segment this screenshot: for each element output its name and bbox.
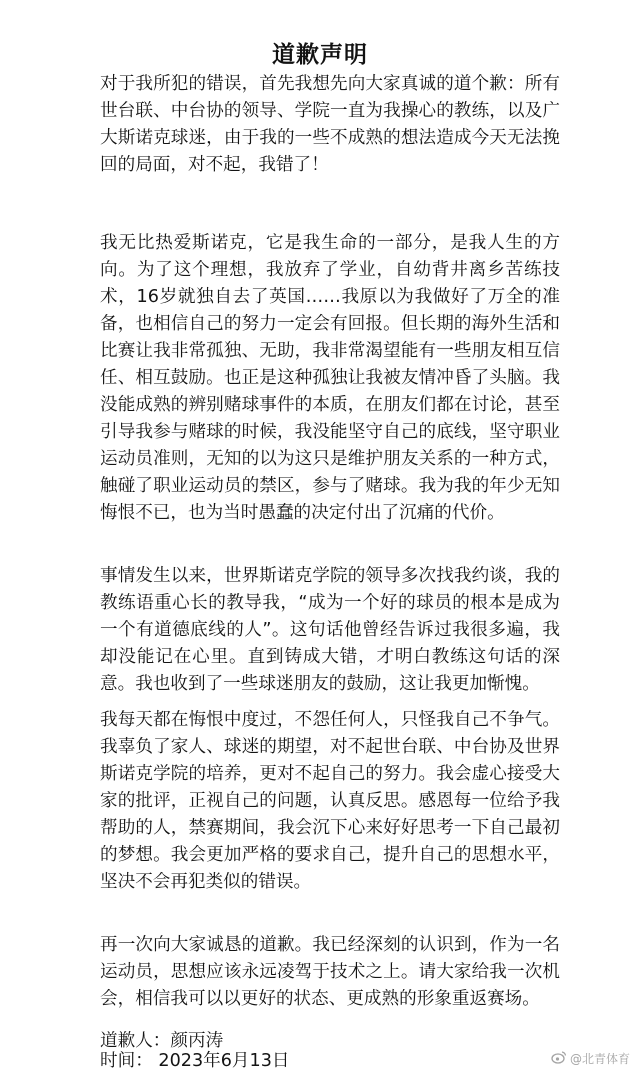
paragraph-closing: 再一次向大家诚恳的道歉。我已经深刻的认识到，作为一名运动员，思想应该永远凌驾于技术之上。请大家给我一次机会，相信我可以以更好的状态、更成熟的形象重返赛场。 [100, 935, 560, 1009]
weibo-icon [551, 1050, 570, 1067]
signature-name: 道歉人：颜丙涛 [100, 1031, 224, 1051]
paragraph-apology-intro: 对于我所犯的错误，首先我想先向大家真诚的道个歉：所有世台联、中台协的领导、学院一直为我操心的教练，以及广大斯诺克球迷，由于我的一些不成熟的想法造成今天无法挽回的局面，对不起，我错了！ [100, 74, 560, 175]
paragraph-reflection: 我每天都在悔恨中度过，不怨任何人，只怪我自己不争气。我辜负了家人、球迷的期望，对不起世台联、中台协及世界斯诺克学院的培养，更对不起自己的努力。我会虚心接受大家的批评，正视自己的问题，认真反思。感恩每一位给予我帮助的人，禁赛期间，我会沉下心来好好思考一下自己最初的梦想。我会更加严格的要求自己，提升自己的思想水平，坚决不会再犯类似的错误。 [100, 710, 560, 892]
paragraph-aftermath: 事情发生以来，世界斯诺克学院的领导多次找我约谈，我的教练语重心长的教导我，“成为一个好的球员的根本是成为一个有道德底线的人”。这句话他曾经告诉过我很多遍，我却没能记在心里。直到铸成大错，才明白教练这句话的深意。我也收到了一些球迷朋友的鼓励，这让我更加惭愧。 [100, 566, 560, 694]
statement-title: 道歉声明 [272, 42, 368, 68]
watermark [551, 1050, 630, 1067]
paragraph-background: 我无比热爱斯诺克，它是我生命的一部分，是我人生的方向。为了这个理想，我放弃了学业，自幼背井离乡苦练技术，16岁就独自去了英国……我原以为我做好了万全的准备，也相信自己的努力一定会有回报。但长期的海外生活和比赛让我非常孤独、无助，我非常渴望能有一些朋友相互信任、相互鼓励。也正是这种孤独让我被友情冲昏了头脑。我没能成熟的辨别赌球事件的本质，在朋友们都在讨论，甚至引导我参与赌球的时候，我没能坚守自己的底线，坚守职业运动员准则，无知的以为这只是维护朋友关系的一种方式，触碰了职业运动员的禁区，参与了赌球。我为我的年少无知悔恨不已，也为当时愚蠢的决定付出了沉痛的代价。 [100, 233, 560, 523]
signature-time: 时间： 2023年6月13日 [100, 1051, 290, 1071]
watermark-text: @北青体育 [569, 1052, 630, 1066]
